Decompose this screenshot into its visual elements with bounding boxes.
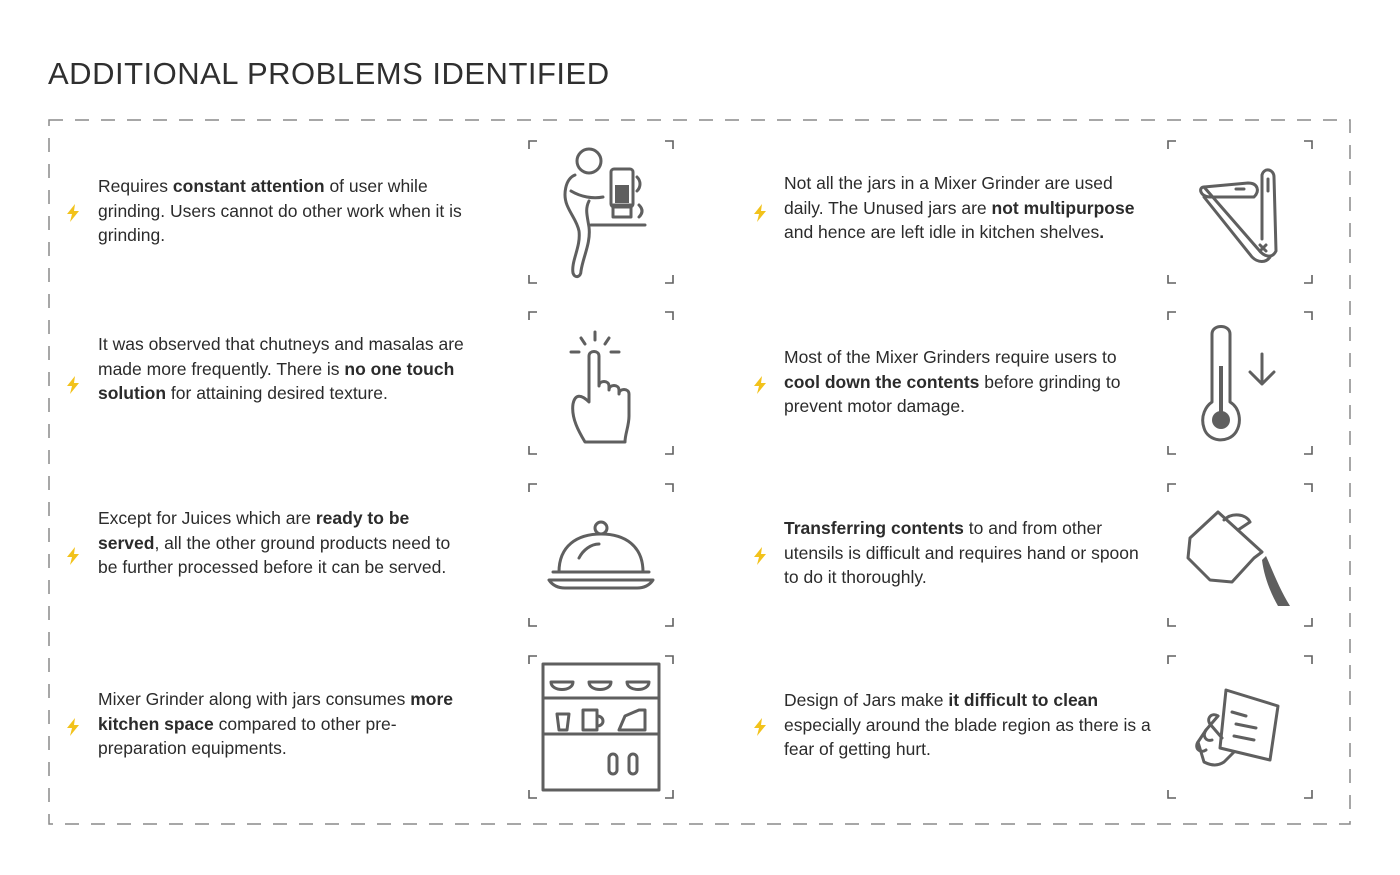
page-title: ADDITIONAL PROBLEMS IDENTIFIED xyxy=(48,56,610,91)
problem-text-2: Not all the jars in a Mixer Grinder are used daily. The Unused jars are not multipurpose and hence are left idle in kitchen shelves. xyxy=(784,173,1135,242)
pocket-knife-icon xyxy=(1166,139,1314,285)
lightning-bullet-icon xyxy=(64,717,82,737)
problem-text-6: Transferring contents to and from other utensils is difficult and requires hand or spoon to do it thoroughly. xyxy=(784,518,1139,587)
person-using-blender-icon xyxy=(527,139,675,285)
thermometer-down-icon xyxy=(1166,310,1314,456)
problem-text-4: Most of the Mixer Grinders require users to cool down the contents before grinding to prevent motor damage. xyxy=(784,347,1121,416)
lightning-bullet-icon xyxy=(751,546,769,566)
hand-wiping-cloth-icon xyxy=(1166,654,1314,800)
touch-hand-icon xyxy=(527,310,675,456)
lightning-bullet-icon xyxy=(751,203,769,223)
problem-text-8: Design of Jars make it difficult to clean especially around the blade region as there is a fear of getting hurt. xyxy=(784,690,1151,759)
problem-text-7: Mixer Grinder along with jars consumes more kitchen space compared to other pre-preparation equipments. xyxy=(98,689,453,758)
problem-text-1: Requires constant attention of user while grinding. Users cannot do other work when it is grinding. xyxy=(98,176,462,245)
lightning-bullet-icon xyxy=(751,717,769,737)
serving-cloche-icon xyxy=(527,482,675,628)
kitchen-cabinet-icon xyxy=(527,654,675,800)
lightning-bullet-icon xyxy=(751,375,769,395)
pouring-jug-icon xyxy=(1166,482,1314,628)
lightning-bullet-icon xyxy=(64,546,82,566)
problem-text-5: Except for Juices which are ready to be served, all the other ground products need to be further processed before it can be served. xyxy=(98,508,451,577)
lightning-bullet-icon xyxy=(64,375,82,395)
lightning-bullet-icon xyxy=(64,203,82,223)
problem-text-3: It was observed that chutneys and masalas are made more frequently. There is no one touch solution for attaining desired texture. xyxy=(98,334,464,403)
